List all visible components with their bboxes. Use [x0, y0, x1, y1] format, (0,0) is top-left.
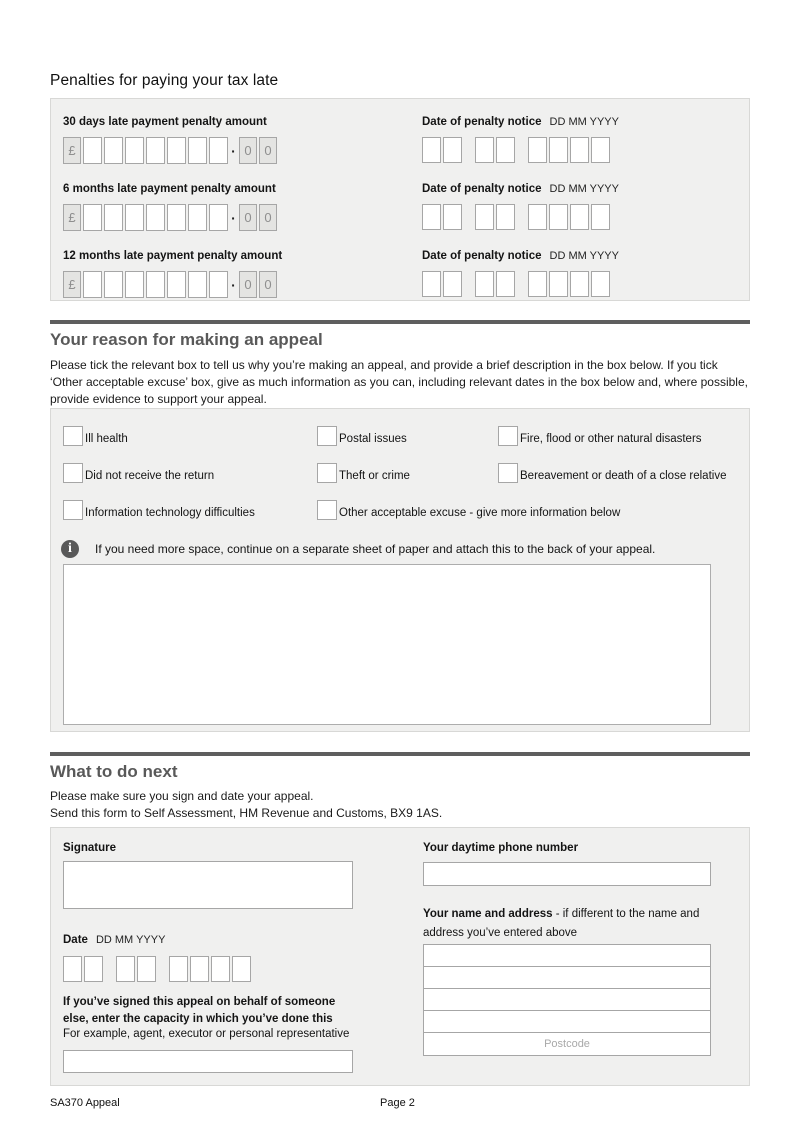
address-line-input[interactable]	[423, 1010, 711, 1033]
phone-label: Your daytime phone number	[423, 842, 579, 854]
section-title-next: What to do next	[50, 762, 178, 781]
date-day-cell[interactable]	[63, 956, 82, 982]
date-year-cell[interactable]	[232, 956, 251, 982]
capacity-input[interactable]	[63, 1050, 353, 1073]
penalty-12-months-label: 12 months late payment penalty amount	[63, 250, 283, 262]
postal-issues-checkbox[interactable]	[317, 426, 337, 446]
penalty-6-months-date-input	[422, 204, 619, 230]
capacity-hint: For example, agent, executor or personal representative	[63, 1028, 350, 1040]
amount-digit-cell[interactable]	[146, 204, 165, 231]
amount-digit-cell[interactable]	[146, 137, 165, 164]
checkbox-item-other-excuse	[317, 500, 741, 520]
date-year-cell[interactable]	[528, 271, 547, 297]
address-line-input[interactable]	[423, 966, 711, 989]
bereavement-checkbox[interactable]	[498, 463, 518, 483]
date-format-hint: DD MM YYYY	[549, 250, 619, 262]
pence-zero-cell: 0	[259, 137, 277, 164]
checkbox-label: Information technology difficulties	[85, 507, 255, 519]
date-month-cell[interactable]	[496, 204, 515, 230]
amount-digit-cell[interactable]	[83, 137, 102, 164]
pence-zero-cell: 0	[239, 204, 257, 231]
penalty-notice-date-label: Date of penalty notice	[422, 116, 542, 128]
date-year-cell[interactable]	[591, 137, 610, 163]
footer-form-id: SA370 Appeal	[50, 1097, 120, 1109]
section-title-penalties: Penalties for paying your tax late	[50, 72, 279, 89]
date-day-cell[interactable]	[84, 956, 103, 982]
did-not-receive-checkbox[interactable]	[63, 463, 83, 483]
date-year-cell[interactable]	[528, 137, 547, 163]
penalty-row-6-months	[63, 179, 737, 231]
amount-digit-cell[interactable]	[209, 137, 228, 164]
date-month-cell[interactable]	[496, 271, 515, 297]
address-label: Your name and address	[423, 908, 553, 920]
pence-zero-cell: 0	[239, 271, 257, 298]
date-year-cell[interactable]	[528, 204, 547, 230]
checkbox-label: Bereavement or death of a close relative	[520, 470, 727, 482]
decimal-point: ·	[231, 142, 236, 159]
checkbox-label: Did not receive the return	[85, 470, 215, 482]
section-divider	[50, 320, 750, 324]
checkbox-item-did-not-receive	[63, 463, 317, 483]
checkbox-item-fire-flood	[498, 426, 741, 446]
date-year-cell[interactable]	[169, 956, 188, 982]
more-space-note	[61, 540, 655, 558]
reason-checkbox-grid	[63, 426, 741, 520]
date-year-cell[interactable]	[211, 956, 230, 982]
address-label-hint: - if different to the name and address you’ve entered above	[423, 908, 700, 939]
date-month-cell[interactable]	[475, 271, 494, 297]
signature-column	[63, 828, 353, 1085]
checkbox-item-it-difficulties	[63, 500, 317, 520]
date-day-cell[interactable]	[443, 204, 462, 230]
date-year-cell[interactable]	[549, 271, 568, 297]
amount-digit-cell[interactable]	[104, 204, 123, 231]
date-day-cell[interactable]	[443, 271, 462, 297]
date-month-cell[interactable]	[137, 956, 156, 982]
checkbox-label: Other acceptable excuse - give more information below	[339, 507, 621, 519]
amount-digit-cell[interactable]	[146, 271, 165, 298]
amount-digit-cell[interactable]	[188, 204, 207, 231]
postcode-input[interactable]: Postcode	[423, 1032, 711, 1056]
date-year-cell[interactable]	[591, 204, 610, 230]
penalty-30-days-date-input	[422, 137, 619, 163]
pence-zero-cell: 0	[259, 204, 277, 231]
amount-digit-cell[interactable]	[188, 137, 207, 164]
ill-health-checkbox[interactable]	[63, 426, 83, 446]
pound-sign-cell: £	[63, 204, 81, 231]
date-day-cell[interactable]	[443, 137, 462, 163]
next-instruction-line1: Please make sure you sign and date your appeal.	[50, 789, 314, 803]
amount-digit-cell[interactable]	[209, 204, 228, 231]
date-year-cell[interactable]	[190, 956, 209, 982]
penalty-30-days-label: 30 days late payment penalty amount	[63, 116, 267, 128]
penalty-6-months-amount-input	[63, 204, 737, 231]
address-line-input[interactable]	[423, 944, 711, 967]
phone-input[interactable]	[423, 862, 711, 886]
date-format-hint: DD MM YYYY	[549, 183, 619, 195]
info-icon: i	[61, 540, 79, 558]
theft-crime-checkbox[interactable]	[317, 463, 337, 483]
date-label: Date	[63, 934, 88, 946]
fire-flood-checkbox[interactable]	[498, 426, 518, 446]
checkbox-label: Ill health	[85, 433, 128, 445]
penalty-12-months-date-input	[422, 271, 619, 297]
penalty-notice-date-label: Date of penalty notice	[422, 183, 542, 195]
checkbox-item-bereavement	[498, 463, 741, 483]
address-line-input[interactable]	[423, 988, 711, 1011]
amount-digit-cell[interactable]	[188, 271, 207, 298]
signature-label: Signature	[63, 842, 117, 854]
date-month-cell[interactable]	[496, 137, 515, 163]
footer-page-number: Page 2	[380, 1097, 415, 1109]
date-year-cell[interactable]	[570, 137, 589, 163]
amount-digit-cell[interactable]	[167, 137, 186, 164]
signature-date-input	[63, 956, 251, 982]
next-instruction-line2: Send this form to Self Assessment, HM Revenue and Customs, BX9 1AS.	[50, 806, 443, 820]
date-month-cell[interactable]	[116, 956, 135, 982]
it-difficulties-checkbox[interactable]	[63, 500, 83, 520]
date-year-cell[interactable]	[549, 137, 568, 163]
date-year-cell[interactable]	[570, 204, 589, 230]
date-month-cell[interactable]	[475, 137, 494, 163]
date-day-cell[interactable]	[422, 204, 441, 230]
pence-zero-cell: 0	[259, 271, 277, 298]
other-excuse-checkbox[interactable]	[317, 500, 337, 520]
amount-digit-cell[interactable]	[83, 271, 102, 298]
date-year-cell[interactable]	[549, 204, 568, 230]
checkbox-label: Theft or crime	[339, 470, 410, 482]
amount-digit-cell[interactable]	[125, 204, 144, 231]
decimal-point: ·	[231, 209, 236, 226]
amount-digit-cell[interactable]	[167, 271, 186, 298]
pound-sign-cell: £	[63, 137, 81, 164]
penalty-notice-date-label: Date of penalty notice	[422, 250, 542, 262]
checkbox-label: Fire, flood or other natural disasters	[520, 433, 702, 445]
pence-zero-cell: 0	[239, 137, 257, 164]
page-footer	[50, 1097, 750, 1109]
amount-digit-cell[interactable]	[83, 204, 102, 231]
checkbox-item-theft-crime	[317, 463, 498, 483]
section-title-reason: Your reason for making an appeal	[50, 330, 323, 349]
capacity-label: If you’ve signed this appeal on behalf of someone else, enter the capacity in which you’ve done this	[63, 996, 336, 1025]
checkbox-label: Postal issues	[339, 433, 407, 445]
checkbox-item-postal-issues	[317, 426, 498, 446]
penalty-12-months-amount-input	[63, 271, 737, 298]
reason-panel	[50, 408, 750, 732]
date-day-cell[interactable]	[422, 271, 441, 297]
penalty-30-days-amount-input	[63, 137, 737, 164]
decimal-point: ·	[231, 276, 236, 293]
amount-digit-cell[interactable]	[104, 271, 123, 298]
checkbox-item-ill-health	[63, 426, 317, 446]
amount-digit-cell[interactable]	[167, 204, 186, 231]
date-year-cell[interactable]	[570, 271, 589, 297]
contact-column	[423, 828, 711, 1085]
section-divider	[50, 752, 750, 756]
pound-sign-cell: £	[63, 271, 81, 298]
penalty-row-12-months	[63, 246, 737, 298]
name-address-inputs	[423, 944, 711, 1056]
date-format-hint: DD MM YYYY	[549, 116, 619, 128]
penalty-6-months-label: 6 months late payment penalty amount	[63, 183, 276, 195]
amount-digit-cell[interactable]	[125, 271, 144, 298]
signature-input[interactable]	[63, 861, 353, 909]
reason-intro-text: Please tick the relevant box to tell us why you’re making an appeal, and provide a brief description in the box below. If you tick ‘Other acceptable excuse’ box, give as much information as you can, including relevant dates in the box below and, where possible, provide evidence to support your appeal.	[50, 358, 748, 406]
penalties-panel	[50, 98, 750, 301]
date-day-cell[interactable]	[422, 137, 441, 163]
sign-and-send-panel	[50, 827, 750, 1086]
appeal-description-textarea[interactable]	[63, 564, 711, 725]
info-note-text: If you need more space, continue on a separate sheet of paper and attach this to the back of your appeal.	[95, 542, 656, 556]
date-month-cell[interactable]	[475, 204, 494, 230]
amount-digit-cell[interactable]	[209, 271, 228, 298]
amount-digit-cell[interactable]	[125, 137, 144, 164]
date-format-hint: DD MM YYYY	[95, 934, 166, 946]
amount-digit-cell[interactable]	[104, 137, 123, 164]
date-year-cell[interactable]	[591, 271, 610, 297]
penalty-row-30-days	[63, 112, 737, 164]
